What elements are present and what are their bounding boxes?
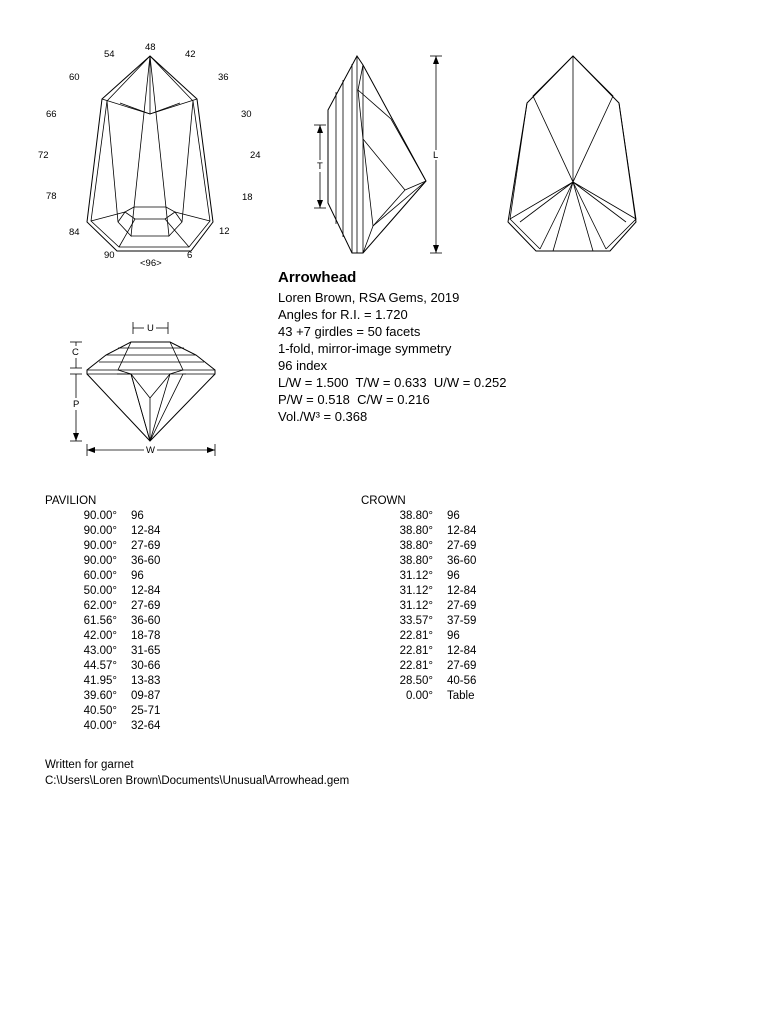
dial-label-36: 36 xyxy=(218,72,229,83)
facet-index: 32-64 xyxy=(131,720,161,732)
crown-view-facets xyxy=(87,56,213,251)
info-line: Angles for R.I. = 1.720 xyxy=(278,307,408,322)
facet-index: 27-69 xyxy=(447,540,477,552)
design-info xyxy=(278,269,506,425)
table-row xyxy=(361,554,476,569)
facet-index: 12-84 xyxy=(131,585,161,597)
length-dimension xyxy=(430,56,442,253)
facet-angle: 33.57° xyxy=(399,615,433,627)
facet-index: 12-84 xyxy=(447,585,477,597)
table-row xyxy=(361,614,476,629)
facet-index: 36-60 xyxy=(131,615,161,627)
table-label: T xyxy=(317,161,323,172)
facet-angle: 41.95° xyxy=(83,675,117,687)
facet-index: 27-69 xyxy=(131,600,161,612)
width-dimension xyxy=(87,444,215,456)
dial-label-84: 84 xyxy=(69,227,80,238)
table-dimension xyxy=(314,125,326,208)
facet-index: 96 xyxy=(447,510,460,522)
facet-angle: 22.81° xyxy=(399,645,433,657)
facet-angle: 42.00° xyxy=(83,630,117,642)
table-row xyxy=(45,659,160,674)
facet-angle: 38.80° xyxy=(399,555,433,567)
info-line: 43 +7 girdles = 50 facets xyxy=(278,324,421,339)
dial-label-30: 30 xyxy=(241,109,252,120)
table-row xyxy=(45,599,160,614)
table-row xyxy=(45,509,160,524)
facet-angle: 38.80° xyxy=(399,510,433,522)
profile-view-facets xyxy=(87,342,215,441)
table-row xyxy=(45,629,160,644)
table-row xyxy=(361,644,476,659)
width-label: W xyxy=(146,445,155,456)
table-row xyxy=(361,584,476,599)
facet-index: 27-69 xyxy=(447,600,477,612)
facet-angle: 28.50° xyxy=(399,675,433,687)
design-title: Arrowhead xyxy=(278,269,357,286)
table-row xyxy=(361,569,476,584)
facet-index: 13-83 xyxy=(131,675,161,687)
facet-index: 40-56 xyxy=(447,675,477,687)
table-row xyxy=(361,509,476,524)
upper-dimension xyxy=(133,322,168,334)
dial-label-60: 60 xyxy=(69,72,80,83)
table-row xyxy=(45,704,160,719)
info-line: 1-fold, mirror-image symmetry xyxy=(278,341,452,356)
pavilion-depth-dimension xyxy=(70,374,82,441)
facet-angle: 40.50° xyxy=(83,705,117,717)
table-row xyxy=(45,719,160,734)
footer-path: C:\Users\Loren Brown\Documents\Unusual\Arrowhead.gem xyxy=(45,775,350,787)
table-row xyxy=(361,629,476,644)
table-row xyxy=(45,584,160,599)
dial-label-78: 78 xyxy=(46,191,57,202)
facet-index: 96 xyxy=(131,570,144,582)
length-label: L xyxy=(433,150,439,161)
facet-index: 37-59 xyxy=(447,615,477,627)
dial-labels xyxy=(38,42,261,269)
dial-label-90: 90 xyxy=(104,250,115,261)
dial-label-54: 54 xyxy=(104,49,115,60)
table-row xyxy=(45,539,160,554)
info-line: P/W = 0.518 C/W = 0.216 xyxy=(278,392,430,407)
facet-index: 12-84 xyxy=(131,525,161,537)
info-line: Loren Brown, RSA Gems, 2019 xyxy=(278,290,460,305)
facet-angle: 90.00° xyxy=(83,525,117,537)
dial-label-12: 12 xyxy=(219,226,230,237)
footer xyxy=(45,757,349,789)
table-row xyxy=(361,689,476,704)
facet-index: 30-66 xyxy=(131,660,161,672)
table-row xyxy=(45,689,160,704)
facet-index: 27-69 xyxy=(131,540,161,552)
facet-angle: 31.12° xyxy=(399,570,433,582)
table-row xyxy=(361,674,476,689)
dial-label-66: 66 xyxy=(46,109,57,120)
facet-index: 36-60 xyxy=(447,555,477,567)
dial-label-42: 42 xyxy=(185,49,196,60)
dial-label-72: 72 xyxy=(38,150,49,161)
table-row xyxy=(45,614,160,629)
info-line: 96 index xyxy=(278,358,328,373)
pavilion-table xyxy=(45,495,160,734)
facet-angle: 38.80° xyxy=(399,525,433,537)
table-row xyxy=(45,524,160,539)
crown-rows xyxy=(361,509,476,704)
facet-angle: 40.00° xyxy=(83,720,117,732)
facet-index: 31-65 xyxy=(131,645,161,657)
facet-index: 18-78 xyxy=(131,630,161,642)
facet-angle: 22.81° xyxy=(399,660,433,672)
dial-label-96: <96> xyxy=(140,258,162,269)
pavilion-view-facets xyxy=(508,56,636,251)
facet-angle: 31.12° xyxy=(399,600,433,612)
facet-angle: 50.00° xyxy=(83,585,117,597)
facet-angle: 0.00° xyxy=(406,690,433,702)
facet-index: 96 xyxy=(131,510,144,522)
dial-label-6: 6 xyxy=(187,250,193,261)
facet-index: 96 xyxy=(447,630,460,642)
table-row xyxy=(361,659,476,674)
facet-angle: 38.80° xyxy=(399,540,433,552)
crown-height-label: C xyxy=(72,347,79,358)
footer-note: Written for garnet xyxy=(45,759,134,771)
table-row xyxy=(45,674,160,689)
info-line: Vol./W³ = 0.368 xyxy=(278,409,368,424)
facet-index: 25-71 xyxy=(131,705,161,717)
info-line: L/W = 1.500 T/W = 0.633 U/W = 0.252 xyxy=(278,375,507,390)
pavilion-rows xyxy=(45,509,160,734)
facet-index: Table xyxy=(447,690,475,702)
pavilion-heading: PAVILION xyxy=(45,495,97,507)
facet-angle: 60.00° xyxy=(83,570,117,582)
facet-index: 96 xyxy=(447,570,460,582)
facet-angle: 43.00° xyxy=(83,645,117,657)
dial-label-48: 48 xyxy=(145,42,156,53)
pavilion-depth-label: P xyxy=(73,399,80,410)
facet-angle: 31.12° xyxy=(399,585,433,597)
facet-index: 27-69 xyxy=(447,660,477,672)
crown-heading: CROWN xyxy=(361,495,406,507)
facet-angle: 61.56° xyxy=(83,615,117,627)
facet-angle: 44.57° xyxy=(83,660,117,672)
dial-label-24: 24 xyxy=(250,150,261,161)
facet-angle: 90.00° xyxy=(83,540,117,552)
crown-table xyxy=(361,495,476,704)
table-row xyxy=(45,644,160,659)
side-view-facets xyxy=(328,56,426,253)
facet-index: 09-87 xyxy=(131,690,161,702)
table-row xyxy=(45,569,160,584)
crown-height-dimension xyxy=(70,342,82,368)
upper-label: U xyxy=(147,323,154,334)
facet-angle: 39.60° xyxy=(83,690,117,702)
facet-angle: 90.00° xyxy=(83,555,117,567)
facet-index: 12-84 xyxy=(447,645,477,657)
facet-angle: 90.00° xyxy=(83,510,117,522)
facet-angle: 22.81° xyxy=(399,630,433,642)
facet-angle: 62.00° xyxy=(83,600,117,612)
table-row xyxy=(361,524,476,539)
table-row xyxy=(45,554,160,569)
facet-index: 36-60 xyxy=(131,555,161,567)
table-row xyxy=(361,599,476,614)
dial-label-18: 18 xyxy=(242,192,253,203)
facet-index: 12-84 xyxy=(447,525,477,537)
table-row xyxy=(361,539,476,554)
